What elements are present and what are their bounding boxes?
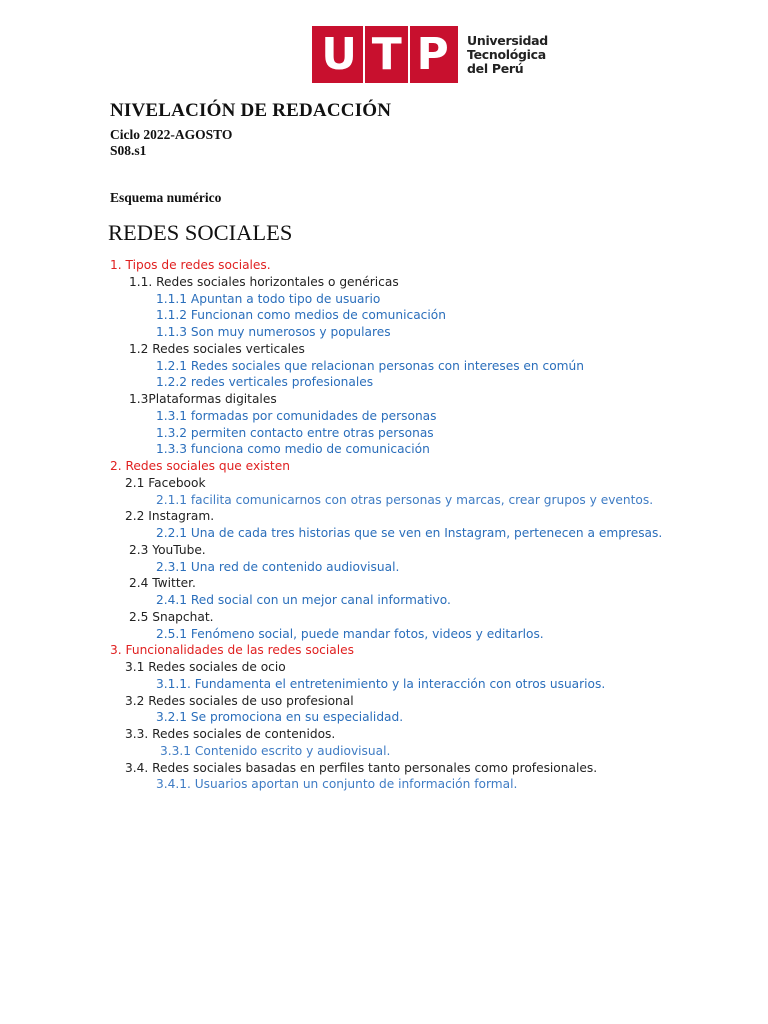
outline-item-level2: 1.1. Redes sociales horizontales o genéricas: [129, 274, 399, 289]
outline-item-level3: 1.1.1 Apuntan a todo tipo de usuario: [156, 291, 381, 306]
utp-logo: [312, 26, 548, 83]
session-label: S08.s1: [110, 143, 147, 158]
outline-item-level3: 3.4.1. Usuarios aportan un conjunto de información formal.: [156, 777, 518, 792]
outline-item-level1: 3. Funcionalidades de las redes sociales: [110, 643, 354, 658]
outline-item-level3: 2.2.1 Una de cada tres historias que se ven en Instagram, pertenecen a empresas.: [156, 526, 663, 540]
logo-box: [312, 26, 458, 83]
outline-item-level2: 1.3Plataformas digitales: [129, 392, 277, 406]
outline-item-level3: 1.1.3 Son muy numerosos y populares: [156, 325, 391, 339]
outline-item-level2: 3.2 Redes sociales de uso profesional: [125, 693, 354, 708]
outline-item-level3: 1.3.3 funciona como medio de comunicación: [156, 442, 430, 457]
outline-item-level1: 1. Tipos de redes sociales.: [110, 258, 271, 272]
outline-item-level3: 1.2.1 Redes sociales que relacionan personas con intereses en común: [156, 358, 584, 373]
document-title: NIVELACIÓN DE REDACCIÓN: [110, 100, 392, 121]
logo-line: Universidad: [467, 32, 548, 48]
outline-item-level3: 1.3.2 permiten contacto entre otras personas: [156, 425, 434, 440]
logo-separator: [408, 26, 410, 83]
numbered-outline: [0, 257, 768, 793]
outline-item-level2: 2.1 Facebook: [125, 475, 206, 490]
outline-item-level3: 3.1.1. Fundamenta el entretenimiento y la interacción con otros usuarios.: [156, 676, 606, 691]
outline-item-level3: 2.3.1 Una red de contenido audiovisual.: [156, 559, 400, 574]
outline-item-level2: 2.4 Twitter.: [129, 576, 196, 591]
outline-item-level2: 3.4. Redes sociales basadas en perfiles tanto personales como profesionales.: [125, 760, 598, 775]
outline-item-level2: 2.3 YouTube.: [129, 542, 206, 557]
logo-wordmark: [467, 34, 548, 76]
logo-separator: [363, 26, 365, 83]
outline-item-level3: 1.1.2 Funcionan como medios de comunicación: [156, 308, 446, 323]
logo-letter-t: T: [371, 28, 402, 80]
outline-item-level2: 1.2 Redes sociales verticales: [129, 341, 305, 356]
outline-item-level3: 2.5.1 Fenómeno social, puede mandar fotos, videos y editarlos.: [156, 626, 544, 641]
outline-item-level3: 3.2.1 Se promociona en su especialidad.: [156, 710, 404, 725]
outline-item-level2: 3.1 Redes sociales de ocio: [125, 660, 286, 674]
outline-item-level2: 2.5 Snapchat.: [129, 609, 214, 624]
logo-line: Tecnológica: [467, 46, 546, 62]
logo-line: del Perú: [467, 60, 524, 76]
cycle-label: Ciclo 2022-AGOSTO: [110, 127, 233, 142]
outline-item-level1: 2. Redes sociales que existen: [110, 459, 290, 473]
outline-item-level2: 3.3. Redes sociales de contenidos.: [125, 727, 336, 741]
section-heading: REDES SOCIALES: [108, 220, 293, 245]
logo-letter-p: P: [416, 28, 449, 80]
outline-item-level3: 1.2.2 redes verticales profesionales: [156, 375, 374, 390]
outline-item-level3: 2.1.1 facilita comunicarnos con otras personas y marcas, crear grupos y eventos.: [156, 492, 654, 507]
subtitle: Esquema numérico: [110, 190, 222, 205]
outline-item-level2: 2.2 Instagram.: [125, 509, 215, 524]
logo-letter-u: U: [321, 28, 357, 80]
outline-item-level3: 3.3.1 Contenido escrito y audiovisual.: [160, 743, 391, 758]
outline-item-level3: 1.3.1 formadas por comunidades de personas: [156, 408, 437, 423]
outline-item-level3: 2.4.1 Red social con un mejor canal informativo.: [156, 593, 451, 607]
